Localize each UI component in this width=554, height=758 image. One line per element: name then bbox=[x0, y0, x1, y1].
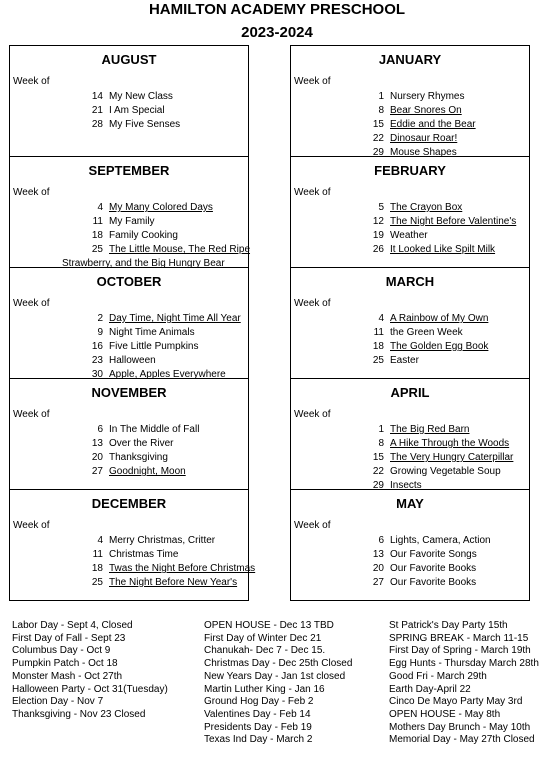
week-theme: In The Middle of Fall bbox=[109, 424, 200, 435]
week-theme: Mouse Shapes bbox=[390, 147, 457, 158]
week-theme: The Night Before Valentine's bbox=[390, 216, 517, 227]
week-theme: My Family bbox=[109, 216, 155, 227]
week-of-label: Week of bbox=[294, 409, 331, 420]
week-theme: Five Little Pumpkins bbox=[109, 341, 199, 352]
week-row bbox=[10, 326, 248, 340]
week-date: 19 bbox=[372, 230, 384, 241]
week-date: 11 bbox=[92, 549, 103, 560]
week-theme: Bear Snores On bbox=[390, 105, 462, 116]
week-theme: The Night Before New Year's bbox=[109, 577, 238, 588]
week-theme: Eddie and the Bear bbox=[390, 119, 476, 130]
event-item: Earth Day-April 22 bbox=[389, 683, 471, 695]
week-row bbox=[291, 354, 529, 368]
week-date: 27 bbox=[372, 577, 384, 588]
week-theme: Our Favorite Books bbox=[390, 577, 477, 588]
week-theme: Night Time Animals bbox=[109, 327, 195, 338]
event-item: First Day of Winter Dec 21 bbox=[204, 632, 322, 644]
event-item: OPEN HOUSE - Dec 13 TBD bbox=[204, 620, 334, 631]
week-row bbox=[291, 451, 529, 465]
week-date: 25 bbox=[372, 355, 384, 366]
week-theme: Halloween bbox=[109, 355, 156, 366]
week-row bbox=[291, 562, 529, 576]
week-date: 18 bbox=[91, 563, 103, 574]
left-month-column bbox=[9, 45, 256, 601]
month-box-january bbox=[290, 45, 530, 156]
week-date: 29 bbox=[372, 147, 384, 158]
week-date: 20 bbox=[91, 452, 103, 463]
event-item: New Years Day - Jan 1st closed bbox=[204, 670, 346, 682]
events-list-fall bbox=[12, 620, 168, 722]
week-theme: Growing Vegetable Soup bbox=[390, 466, 501, 477]
event-item: Halloween Party - Oct 31(Tuesday) bbox=[12, 683, 168, 695]
week-theme: The Big Red Barn bbox=[390, 424, 470, 435]
week-row bbox=[10, 215, 248, 229]
event-item: Pumpkin Patch - Oct 18 bbox=[12, 658, 118, 670]
week-theme: I Am Special bbox=[109, 105, 165, 116]
week-date: 12 bbox=[372, 216, 384, 227]
week-date: 16 bbox=[91, 341, 103, 352]
week-row bbox=[291, 465, 529, 479]
week-theme: the Green Week bbox=[390, 327, 463, 338]
week-date: 5 bbox=[378, 202, 384, 213]
month-name: SEPTEMBER bbox=[88, 163, 170, 178]
month-box-december bbox=[9, 489, 256, 601]
week-date: 13 bbox=[372, 549, 384, 560]
week-theme: Merry Christmas, Critter bbox=[109, 535, 216, 546]
week-theme: Insects bbox=[390, 480, 422, 491]
week-date: 25 bbox=[91, 244, 103, 255]
week-date: 18 bbox=[372, 341, 384, 352]
events-list-spring bbox=[389, 620, 539, 747]
month-name: APRIL bbox=[390, 385, 430, 400]
week-row bbox=[291, 548, 529, 562]
event-item: First Day of Fall - Sept 23 bbox=[12, 632, 126, 644]
right-month-column bbox=[290, 45, 530, 601]
event-item: Martin Luther King - Jan 16 bbox=[204, 683, 325, 695]
week-theme: My New Class bbox=[109, 91, 173, 102]
week-row bbox=[10, 465, 248, 479]
week-date: 11 bbox=[92, 216, 103, 227]
week-theme: It Looked Like Spilt Milk bbox=[390, 244, 496, 255]
week-theme: My Five Senses bbox=[109, 119, 181, 130]
event-item: Good Fri - March 29th bbox=[389, 670, 487, 682]
week-date: 25 bbox=[91, 577, 103, 588]
event-item: Election Day - Nov 7 bbox=[12, 696, 104, 708]
week-row bbox=[10, 423, 248, 437]
week-row bbox=[10, 534, 248, 548]
month-box-february bbox=[290, 156, 530, 267]
week-theme: The Little Mouse, The Red Ripe bbox=[109, 244, 251, 255]
week-date: 4 bbox=[378, 313, 384, 324]
week-date: 6 bbox=[97, 424, 103, 435]
week-date: 30 bbox=[91, 369, 103, 380]
week-of-label: Week of bbox=[13, 187, 50, 198]
week-theme: Day Time, Night Time All Year bbox=[109, 313, 241, 324]
week-row bbox=[10, 548, 248, 562]
week-row bbox=[291, 201, 529, 215]
week-date: 1 bbox=[378, 424, 384, 435]
event-item: Chanukah- Dec 7 - Dec 15. bbox=[204, 645, 326, 657]
week-row bbox=[291, 90, 529, 104]
week-row bbox=[291, 423, 529, 437]
week-theme: Goodnight, Moon bbox=[109, 466, 186, 477]
week-theme: Twas the Night Before Christmas bbox=[109, 563, 256, 574]
week-row bbox=[10, 340, 248, 354]
week-theme: Weather bbox=[390, 230, 428, 241]
week-row bbox=[10, 312, 248, 326]
event-item: St Patrick's Day Party 15th bbox=[389, 620, 508, 631]
week-date: 2 bbox=[97, 313, 103, 324]
week-row bbox=[291, 326, 529, 340]
week-date: 9 bbox=[97, 327, 103, 338]
week-of-label: Week of bbox=[294, 187, 331, 198]
week-theme: Easter bbox=[390, 355, 419, 366]
week-date: 28 bbox=[91, 119, 103, 130]
event-item: Christmas Day - Dec 25th Closed bbox=[204, 658, 353, 670]
week-theme: The Golden Egg Book bbox=[390, 341, 489, 352]
week-row bbox=[291, 215, 529, 229]
week-date: 20 bbox=[372, 563, 384, 574]
month-name: NOVEMBER bbox=[91, 385, 167, 400]
week-row bbox=[291, 312, 529, 326]
week-row bbox=[10, 437, 248, 451]
week-theme: The Crayon Box bbox=[390, 202, 463, 213]
week-row bbox=[291, 576, 529, 590]
week-date: 4 bbox=[97, 535, 103, 546]
week-theme: Over the River bbox=[109, 438, 174, 449]
week-date: 1 bbox=[378, 91, 384, 102]
event-item: Ground Hog Day - Feb 2 bbox=[204, 696, 314, 708]
week-theme: A Hike Through the Woods bbox=[390, 438, 510, 449]
week-theme: Family Cooking bbox=[109, 230, 178, 241]
month-name: MAY bbox=[396, 496, 424, 511]
month-name: FEBRUARY bbox=[374, 163, 446, 178]
event-item: Cinco De Mayo Party May 3rd bbox=[389, 696, 523, 708]
event-item: Valentines Day - Feb 14 bbox=[204, 708, 311, 720]
week-date: 22 bbox=[372, 133, 384, 144]
week-date: 15 bbox=[372, 119, 384, 130]
week-row bbox=[291, 534, 529, 548]
week-row bbox=[291, 229, 529, 243]
event-item: Memorial Day - May 27th Closed bbox=[389, 734, 535, 746]
week-date: 13 bbox=[91, 438, 103, 449]
week-date: 18 bbox=[91, 230, 103, 241]
month-box-september bbox=[9, 156, 249, 267]
month-box-august bbox=[9, 45, 249, 156]
week-theme: Strawberry, and the Big Hungry Bear bbox=[62, 258, 225, 269]
week-row bbox=[10, 562, 256, 576]
week-of-label: Week of bbox=[13, 409, 50, 420]
week-row bbox=[291, 132, 529, 146]
week-row bbox=[10, 90, 248, 104]
month-box-march bbox=[290, 267, 530, 378]
week-date: 8 bbox=[378, 438, 384, 449]
week-date: 6 bbox=[378, 535, 384, 546]
week-row bbox=[10, 354, 248, 368]
week-of-label: Week of bbox=[294, 76, 331, 87]
week-date: 26 bbox=[372, 244, 384, 255]
week-of-label: Week of bbox=[13, 520, 50, 531]
week-row bbox=[10, 118, 248, 132]
week-row bbox=[10, 451, 248, 465]
week-theme: Nursery Rhymes bbox=[390, 91, 465, 102]
month-box-may bbox=[290, 489, 530, 601]
month-name: AUGUST bbox=[101, 52, 157, 67]
week-date: 23 bbox=[91, 355, 103, 366]
week-date: 8 bbox=[378, 105, 384, 116]
event-item: Texas Ind Day - March 2 bbox=[204, 734, 313, 746]
week-row bbox=[291, 340, 529, 354]
event-item: Egg Hunts - Thursday March 28th bbox=[389, 658, 539, 670]
week-date: 4 bbox=[97, 202, 103, 213]
week-of-label: Week of bbox=[13, 76, 50, 87]
week-theme: Our Favorite Songs bbox=[390, 549, 477, 560]
week-theme: Christmas Time bbox=[109, 549, 179, 560]
week-of-label: Week of bbox=[294, 298, 331, 309]
week-date: 11 bbox=[373, 327, 384, 338]
month-name: DECEMBER bbox=[91, 496, 167, 511]
week-row bbox=[291, 118, 529, 132]
week-theme: Thanksgiving bbox=[109, 452, 168, 463]
week-theme: The Very Hungry Caterpillar bbox=[390, 452, 514, 463]
event-item: Presidents Day - Feb 19 bbox=[204, 721, 312, 733]
week-row bbox=[291, 243, 529, 257]
week-row bbox=[10, 201, 248, 215]
week-row bbox=[291, 104, 529, 118]
event-item: OPEN HOUSE - May 8th bbox=[389, 708, 501, 720]
month-box-november bbox=[9, 378, 249, 489]
month-box-april bbox=[290, 378, 530, 489]
event-item: SPRING BREAK - March 11-15 bbox=[389, 632, 529, 644]
event-item: Monster Mash - Oct 27th bbox=[12, 670, 123, 682]
week-row bbox=[10, 243, 251, 257]
event-item: Thanksgiving - Nov 23 Closed bbox=[12, 708, 146, 720]
week-date: 27 bbox=[91, 466, 103, 477]
week-theme: Apple, Apples Everywhere bbox=[109, 369, 226, 380]
events-list-winter bbox=[204, 620, 352, 747]
month-box-october bbox=[9, 267, 249, 378]
week-row bbox=[10, 576, 248, 590]
week-theme: Our Favorite Books bbox=[390, 563, 477, 574]
week-date: 29 bbox=[372, 480, 384, 491]
school-year: 2023-2024 bbox=[241, 24, 313, 41]
week-theme: A Rainbow of My Own bbox=[390, 313, 489, 324]
month-name: OCTOBER bbox=[96, 274, 162, 289]
week-date: 22 bbox=[372, 466, 384, 477]
event-item: Columbus Day - Oct 9 bbox=[12, 645, 111, 657]
week-row bbox=[10, 229, 248, 243]
event-item: Mothers Day Brunch - May 10th bbox=[389, 721, 531, 733]
week-theme: Dinosaur Roar! bbox=[390, 133, 458, 144]
week-row bbox=[291, 437, 529, 451]
week-of-label: Week of bbox=[294, 520, 331, 531]
week-date: 15 bbox=[372, 452, 384, 463]
month-name: JANUARY bbox=[378, 52, 442, 67]
week-of-label: Week of bbox=[13, 298, 50, 309]
week-date: 14 bbox=[91, 91, 103, 102]
event-item: First Day of Spring - March 19th bbox=[389, 645, 531, 657]
week-theme: Lights, Camera, Action bbox=[390, 535, 491, 546]
event-item: Labor Day - Sept 4, Closed bbox=[12, 620, 133, 631]
week-row bbox=[10, 104, 248, 118]
school-title: HAMILTON ACADEMY PRESCHOOL bbox=[148, 1, 406, 18]
week-theme: My Many Colored Days bbox=[109, 202, 213, 213]
week-date: 21 bbox=[91, 105, 103, 116]
month-name: MARCH bbox=[385, 274, 435, 289]
